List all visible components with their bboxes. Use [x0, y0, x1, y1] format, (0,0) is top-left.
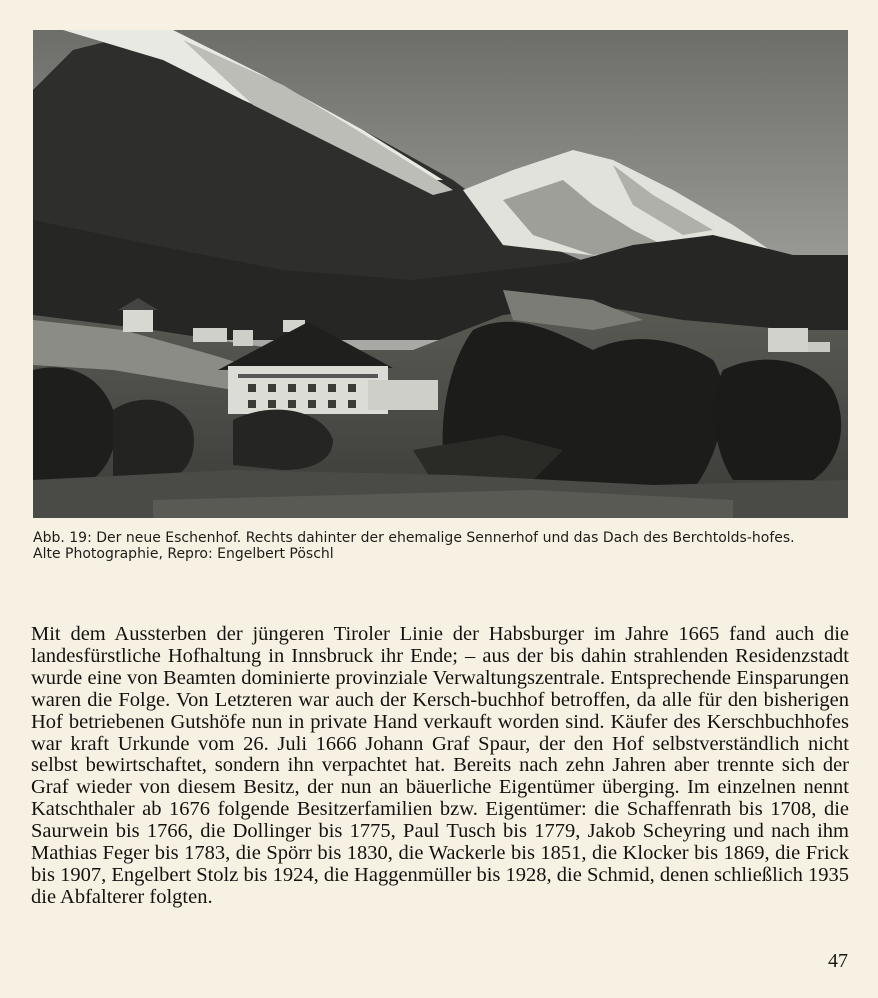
caption-line-1: Abb. 19: Der neue Eschenhof. Rechts dahinter der ehemalige Sennerhof und das Dach des Berchtolds-hofes. [33, 530, 795, 546]
body-paragraph: Mit dem Aussterben der jüngeren Tiroler Linie der Habsburger im Jahre 1665 fand auch die landesfürstliche Hofhaltung in Innsbruck ihr Ende; – aus der bis dahin strahlenden Residenzstadt wurde eine von Beamten dominierte provinziale Verwaltungszentrale. Entsprechende Einsparungen waren die Folge. Von Letzteren war auch der Kersch-buchhof betroffen, da alle für den bisherigen Hof betriebenen Gutshöfe nun in private Hand verkauft worden sind. Käufer des Kerschbuchhofes war kraft Urkunde vom 26. Juli 1666 Johann Graf Spaur, der den Hof selbstverständlich nicht selbst bewirtschaftet, sondern ihn verpachtet hat. Bereits nach zehn Jahren aber trennte sich der Graf wieder von diesem Besitz, der nun an bäuerliche Eigentümer überging. Im einzelnen nennt Katschthaler ab 1676 folgende Besitzerfamilien bzw. Eigentümer: die Schaffenrath bis 1708, die Saurwein bis 1766, die Dollinger bis 1775, Paul Tusch bis 1779, Jakob Scheyring und nach ihm Mathias Feger bis 1783, die Spörr bis 1830, die Wackerle bis 1851, die Klocker bis 1869, die Frick bis 1907, Engelbert Stolz bis 1924, die Haggenmüller bis 1928, die Schmid, denen schließlich 1935 die Abfalterer folgten. [31, 623, 849, 908]
caption-line-2: Alte Photographie, Repro: Engelbert Pöschl [33, 546, 334, 562]
historic-photograph [33, 30, 848, 518]
body-text [31, 624, 849, 909]
photo-caption [33, 530, 848, 562]
photo-landscape-image [33, 30, 848, 518]
page-number: 47 [828, 950, 848, 972]
